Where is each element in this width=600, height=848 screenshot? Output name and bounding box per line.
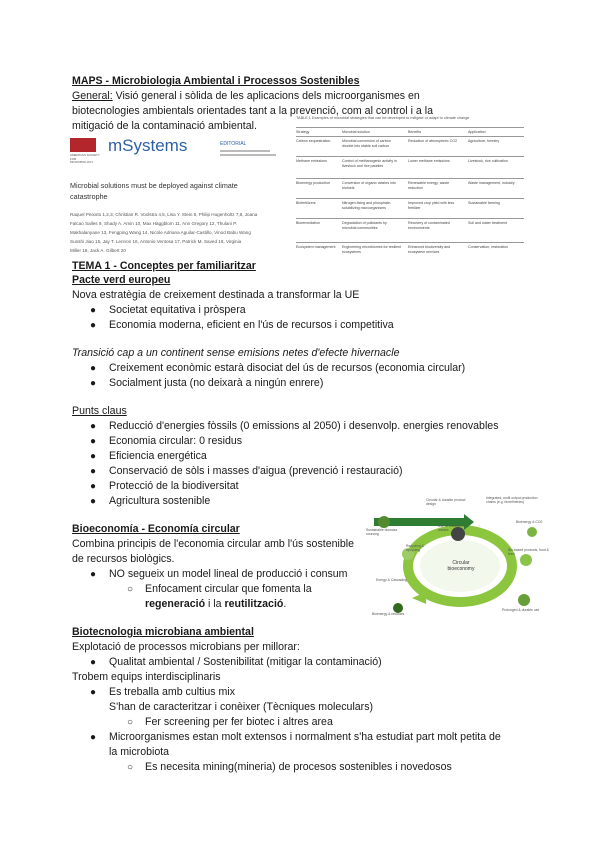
table-cell: Conservation, restoration [468, 245, 509, 249]
table-cell: Methane emissions [296, 159, 327, 163]
table-cell: Microbial conversion of carbon dioxide into stable soil carbon [342, 139, 391, 148]
table-row [296, 198, 524, 217]
bullet-dot: ● [90, 421, 97, 432]
diagram-label: Bio-based products, food & feed [508, 548, 549, 556]
table-cell: Improved crop yield with less fertilizer [408, 201, 455, 210]
author-line: Makhalanyane 13, Fengping Wang 14, Nicole Adriana Aguilar-Castillo, Vinod Babu Wang [70, 230, 251, 235]
regeneracio-bold: regeneració [145, 598, 206, 610]
table-cell: Nitrogen-fixing and phosphate-solubilizing microorganisms [342, 201, 392, 210]
tema1-intro: Nova estratègia de creixement destinada a transformar la UE [72, 289, 360, 301]
table-cell: Ecosystem management [296, 245, 336, 249]
transition-bullet: Socialment justa (no deixarà a ningún enrere) [109, 377, 324, 389]
table-cell: Carbon sequestration [296, 139, 331, 143]
asm-society-text: AMERICAN SOCIETY FOR MICROBIOLOGY [70, 153, 100, 165]
table-header-cell: Microbial solution [342, 130, 370, 134]
bullet-dot: ● [90, 466, 97, 477]
punts-bullet: Protecció de la biodiversitat [109, 480, 239, 492]
circular-bioeconomy-diagram [366, 494, 550, 622]
diagram-label: Bioenergy & CO2 [516, 520, 543, 524]
biomass-icon [378, 516, 390, 528]
article-title-2: catastrophe [70, 192, 108, 201]
author-line: Miller 19, Jack A. Gilbert 20 [70, 248, 126, 253]
bullet-dot: ● [90, 496, 97, 507]
punts-bullet: Agricultura sostenible [109, 495, 211, 507]
transition-bullet: Creixement econòmic estarà disociat del ús de recursos (economia circular) [109, 362, 466, 374]
bullet-circle: ○ [127, 762, 134, 773]
table-row [296, 136, 524, 155]
punts-bullet: Eficiencia energética [109, 450, 207, 462]
table-cell: Sustainable farming [468, 201, 500, 205]
table-cell: Control of methanogenic activity in livestock and rice paddies [342, 159, 397, 168]
table-row [296, 178, 524, 197]
tema1-bullet: Societat equitativa i pròspera [109, 304, 246, 316]
bullet-circle: ○ [127, 717, 134, 728]
author-list [70, 210, 257, 255]
biotec-bullet-1: Qualitat ambiental / Sostenibilitat (mitigar la contaminació) [109, 656, 382, 668]
bioeco-sub-end: . [283, 598, 287, 610]
bioeconomia-heading: Bioeconomía - Economía circular [72, 523, 240, 535]
general-line-1 [72, 89, 420, 104]
bullet-dot: ● [90, 320, 97, 331]
diagram-label: Circular & durable product design [426, 498, 466, 506]
biotec-heading: Biotecnologia microbiana ambiental [72, 626, 254, 638]
table-cell: Bioremediation [296, 221, 320, 225]
table-cell: Degradation of pollutants by microbial communities [342, 221, 387, 230]
diagram-graphic [366, 494, 550, 622]
document-title: MAPS - Microbiologia Ambiental i Processos Sostenibles [72, 75, 360, 87]
biotec-bullet-3-line-2: la microbiota [109, 746, 170, 758]
bullet-dot: ● [90, 687, 97, 698]
bullet-circle: ○ [127, 584, 134, 595]
punts-claus-label: Punts claus [72, 405, 127, 417]
diagram-center-label: Circular bioeconomy [447, 560, 475, 572]
table-cell: Waste management, industry [468, 181, 515, 185]
biotec-bullet-2-line-2: S'han de caracteritzar i conèixer (Tècniques moleculars) [109, 701, 374, 713]
asm-logo [70, 138, 96, 152]
table-cell: Agriculture, forestry [468, 139, 500, 143]
bioeco-bullet: NO segueix un model lineal de producció i consum [109, 568, 348, 580]
punts-bullet: Economia circular: 0 residus [109, 435, 243, 447]
biotec-intro: Explotació de processos microbians per millorar: [72, 641, 300, 653]
table-cell: Engineering microbiomes for resilient ecosystems [342, 245, 402, 254]
table-header-cell: Strategy [296, 130, 310, 134]
diagram-label: Sustainable biomass sourcing [366, 528, 398, 536]
bioeco-line-1: Combina principis de l'economia circular amb l'ús sostenible [72, 538, 354, 550]
editorial-label: EDITORIAL [220, 141, 247, 147]
trobem-line: Trobem equips interdisciplinaris [72, 671, 221, 683]
diagram-label: Energy & Cascading [376, 578, 407, 582]
punts-bullet: Reducció d'energies fòssils (0 emissions al 2050) i desenvolp. energies renovables [109, 420, 499, 432]
bioeco-sub-line-1: Enfocament circular que fomenta la [145, 583, 312, 595]
biotec-sub-2: Es necesita mining(mineria) de procesos sostenibles i novedosos [145, 761, 452, 773]
tema1-heading: TEMA 1 - Conceptes per familiaritzar [72, 260, 256, 272]
citation-line [220, 154, 276, 156]
table-cell: Reduction of atmospheric CO2 [408, 139, 458, 143]
bioeco-sub-line-2 [145, 597, 286, 612]
bioenergy-icon [527, 527, 537, 537]
table-cell: Soil and water treatment [468, 221, 507, 225]
transition-text: Transició cap a un continent sense emisions netes d'efecte hivernacle [72, 347, 400, 359]
author-line: Falcao Salles 9, Shady A. Amin 10, Max Häggblom 11, Ann Gregory 12, Thulani P. [70, 221, 238, 226]
tema1-bullet: Economia moderna, eficient en l'ús de recursos i competitiva [109, 319, 394, 331]
diagram-label: Bioenergy & residues [372, 612, 405, 616]
durable-use-icon [518, 594, 530, 606]
bullet-dot: ● [90, 305, 97, 316]
table-cell: Lower methane emissions [408, 159, 450, 163]
table-cell: Livestock, rice cultivation [468, 159, 508, 163]
general-line-2: biotecnologies ambientals orientades tant a la prevenció, com al control i a la [72, 105, 433, 117]
bullet-dot: ● [90, 378, 97, 389]
bullet-dot: ● [90, 363, 97, 374]
article-snippet [70, 138, 288, 258]
bullet-dot: ● [90, 569, 97, 580]
bullet-dot: ● [90, 436, 97, 447]
table-row [296, 242, 524, 265]
bullet-dot: ● [90, 732, 97, 743]
biotec-bullet-3-line-1: Microorganismes estan molt extensos i normalment s'ha estudiat part molt petita de [109, 731, 501, 743]
author-line: Raquel Peixoto 1,2,3, Christian R. Voolstra 4,5, Lisa Y. Stein 6, Philip Hugenholtz 7,8, Joana [70, 212, 258, 217]
table-row [296, 156, 524, 177]
table-caption: TABLE 1 Examples of microbial strategies that can be developed to mitigate or adapt to climate change [296, 116, 470, 120]
table-header-cell: Application [468, 130, 486, 134]
diagram-label: Recycling & upcycling [406, 544, 424, 552]
punts-bullet: Conservació de sòls i masses d'aigua (prevenció i restauració) [109, 465, 403, 477]
article-title-1: Microbial solutions must be deployed against climate [70, 181, 238, 190]
table-cell: Enhanced biodiversity and ecosystem services [408, 245, 451, 254]
author-line: Sunshi Jiao 15, Jay T. Lennon 16, Antonio Ventosa 17, Patrick M. Saved 18, Virginia [70, 239, 242, 244]
bioeco-line-2: de recursos biològics. [72, 553, 175, 565]
biotec-sub-1: Fer screening per fer biotec i altres area [145, 716, 333, 728]
pacte-verd-subheading: Pacte verd europeu [72, 274, 171, 286]
general-line-3: mitigació de la contaminació ambiental. [72, 120, 257, 132]
diagram-label: Prolonged & durable use [502, 608, 540, 612]
biotec-bullet-2: Es treballa amb cultius mix [109, 686, 235, 698]
table-cell: Recovery of contaminated environments [408, 221, 450, 230]
table-cell: Renewable energy, waste reduction [408, 181, 450, 190]
diagram-label: Use of residues & wastes [438, 524, 465, 532]
journal-logo: mSystems [108, 136, 188, 155]
general-text-1: Visió general i sòlida de les aplicacions dels microorganismes en [112, 90, 420, 102]
table-row [296, 218, 524, 241]
general-label: General: [72, 90, 113, 102]
table-header-cell: Benefits [408, 130, 421, 134]
table-cell: Biofertilizers [296, 201, 316, 205]
citation-line [220, 150, 270, 152]
bioeco-sub-mid: i la [205, 598, 225, 610]
table-cell: Bioenergy production [296, 181, 330, 185]
bullet-dot: ● [90, 481, 97, 492]
diagram-label: Integrated, multi output production chains (e.g. biorefineries) [486, 496, 538, 504]
strategy-table [296, 116, 530, 266]
bullet-dot: ● [90, 657, 97, 668]
table-cell: Conversion of organic wastes into biofuels [342, 181, 396, 190]
bullet-dot: ● [90, 451, 97, 462]
reutilitzacio-bold: reutilització [224, 598, 284, 610]
